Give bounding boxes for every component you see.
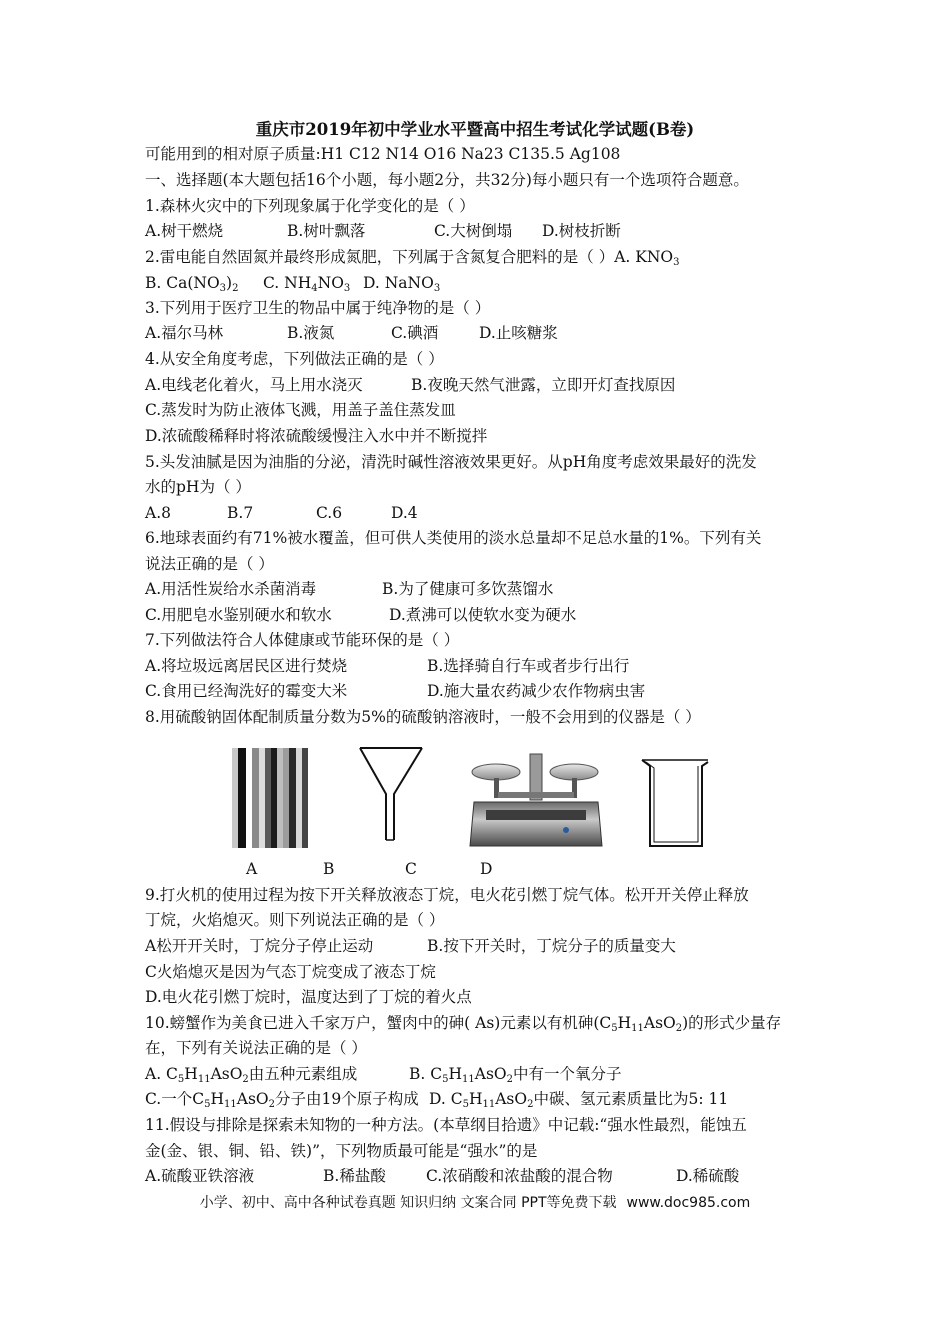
question-4-option-d: D.浓硫酸稀释时将浓硫酸缓慢注入水中并不断搅拌 xyxy=(145,427,488,445)
subscript: 2 xyxy=(242,1074,249,1085)
option-a: A.硫酸亚铁溶液 xyxy=(145,1167,255,1185)
option-text: 分子由19个原子构成 xyxy=(274,1090,419,1108)
subscript: 2 xyxy=(675,1023,683,1034)
subscript: 5 xyxy=(442,1074,449,1085)
footer xyxy=(0,1192,950,1212)
question-3-options xyxy=(145,323,815,343)
question-6-options-ab xyxy=(145,579,815,599)
funnel-image xyxy=(358,746,424,842)
option-c: C.用肥皂水鉴别硬水和软水 xyxy=(145,606,332,624)
option-text: AsO xyxy=(474,1065,507,1083)
question-4-stem: 4.从安全角度考虑，下列做法正确的是（ ） xyxy=(145,350,444,368)
question-11-stem-line1: 11.假设与排除是探索未知物的一种方法。(本草纲目拾遗》中记载:“强水性最烈，能蚀五 xyxy=(145,1116,747,1134)
subscript: 2 xyxy=(506,1074,513,1085)
question-6-stem-line2: 说法正确的是（ ） xyxy=(145,555,274,573)
question-11-options xyxy=(145,1166,815,1186)
option-d xyxy=(363,273,440,293)
subscript: 11 xyxy=(224,1099,237,1110)
question-10-stem-line2: 在，下列有关说法正确的是（ ） xyxy=(145,1039,367,1057)
footer-link[interactable]: www.doc985.com xyxy=(626,1195,751,1211)
figure-labels xyxy=(0,860,950,880)
option-text: H xyxy=(184,1065,198,1083)
option-a xyxy=(145,1064,409,1084)
subscript: 4 xyxy=(311,283,318,294)
option-b-text: B. Ca(NO xyxy=(145,274,220,292)
question-2-options xyxy=(145,273,815,293)
option-text: 中有一个氧分子 xyxy=(512,1065,622,1083)
figure-label-a: A xyxy=(246,860,258,878)
option-a: A.8 xyxy=(145,504,171,522)
option-b: B.7 xyxy=(227,504,254,522)
subscript: 3 xyxy=(219,283,227,294)
subscript: 5 xyxy=(177,1074,185,1085)
question-9-option-d: D.电火花引燃丁烷时，温度达到了丁烷的着火点 xyxy=(145,988,472,1006)
option-d-text: D. NaNO xyxy=(363,274,434,292)
option-text: A. C xyxy=(145,1065,178,1083)
section-heading: 一、选择题(本大题包括16个小题，每小题2分，共32分)每小题只有一个选项符合题意。 xyxy=(145,171,749,189)
question-9-options-ab xyxy=(145,936,815,956)
subscript: 5 xyxy=(611,1023,618,1034)
question-10-options-ab xyxy=(145,1064,815,1084)
balance-scale-image xyxy=(468,750,604,852)
beaker-image xyxy=(640,758,710,850)
subscript: 5 xyxy=(204,1099,211,1110)
stem-text: H xyxy=(617,1014,632,1032)
question-8-stem: 8.用硫酸钠固体配制质量分数为5%的硫酸钠溶液时，一般不会用到的仪器是（ ） xyxy=(145,708,701,726)
subscript: 11 xyxy=(197,1074,211,1085)
question-5-options xyxy=(145,503,815,523)
stem-text: 10.螃蟹作为美食已进入千家万户，蟹肉中的砷( As)元素以有机砷(C xyxy=(145,1014,612,1032)
option-c: C.大树倒塌 xyxy=(434,222,513,240)
question-3-stem: 3.下列用于医疗卫生的物品中属于纯净物的是（ ） xyxy=(145,299,491,317)
question-1-options xyxy=(145,221,815,241)
subscript: 5 xyxy=(462,1099,469,1110)
option-b-text-end: ) xyxy=(226,274,233,292)
question-5-stem-line1: 5.头发油腻是因为油脂的分泌，清洗时碱性溶液效果更好。从pH角度考虑效果最好的洗发 xyxy=(145,453,757,471)
question-4-option-c: C.蒸发时为防止液体飞溅，用盖子盖住蒸发皿 xyxy=(145,401,456,419)
subscript: 3 xyxy=(343,283,351,294)
option-c: C.碘酒 xyxy=(391,324,439,342)
option-c-text-mid: NO xyxy=(317,274,344,292)
option-b: B.选择骑自行车或者步行出行 xyxy=(427,657,630,675)
subscript: 3 xyxy=(673,257,680,268)
option-b: B.为了健康可多饮蒸馏水 xyxy=(382,580,554,598)
question-9-option-c: C火焰熄灭是因为气态丁烷变成了液态丁烷 xyxy=(145,963,436,981)
figure-label-c: C xyxy=(405,860,417,878)
subscript: 3 xyxy=(433,283,441,294)
apparatus-a-image xyxy=(226,748,308,848)
question-7-options-ab xyxy=(145,656,815,676)
question-2-stem xyxy=(145,247,815,267)
option-a: A.树干燃烧 xyxy=(145,222,224,240)
option-text: 由五种元素组成 xyxy=(248,1065,358,1083)
option-d: D.树枝折断 xyxy=(542,222,621,240)
question-4-options-ab xyxy=(145,375,815,395)
option-a: A.福尔马林 xyxy=(145,324,224,342)
figure-label-d: D xyxy=(480,860,493,878)
question-2-text: 2.雷电能自然固氮并最终形成氮肥，下列属于含氮复合肥料的是（ ）A. KNO xyxy=(145,248,674,266)
option-text: H xyxy=(468,1090,483,1108)
option-c: C.食用已经淘洗好的霉变大米 xyxy=(145,682,348,700)
option-a: A.电线老化着火，马上用水浇灭 xyxy=(145,376,363,394)
subscript: 2 xyxy=(527,1099,534,1110)
option-c: C.浓硝酸和浓盐酸的混合物 xyxy=(426,1167,613,1185)
option-text: H xyxy=(448,1065,463,1083)
option-d: D.4 xyxy=(391,504,418,522)
option-text: AsO xyxy=(495,1090,528,1108)
subscript: 11 xyxy=(482,1099,496,1110)
page-title: 重庆市2019年初中学业水平暨高中招生考试化学试题(B卷) xyxy=(255,120,695,139)
option-c: C.6 xyxy=(316,504,343,522)
atomic-mass-line: 可能用到的相对原子质量:H1 C12 N14 O16 Na23 C135.5 Ag108 xyxy=(145,145,621,163)
subscript: 2 xyxy=(232,283,239,294)
stem-text: )的形式少量存 xyxy=(682,1014,782,1032)
subscript: 11 xyxy=(631,1023,644,1034)
stem-text: AsO xyxy=(643,1014,676,1032)
question-9-stem-line1: 9.打火机的使用过程为按下开关释放液态丁烷，电火花引燃丁烷气体。松开开关停止释放 xyxy=(145,886,749,904)
option-c xyxy=(263,273,363,293)
option-d: D.煮沸可以使软水变为硬水 xyxy=(389,606,577,624)
option-b: B.液氮 xyxy=(287,324,335,342)
option-text: AsO xyxy=(236,1090,269,1108)
option-b: B.按下开关时，丁烷分子的质量变大 xyxy=(427,937,676,955)
question-5-stem-line2: 水的pH为（ ） xyxy=(145,478,251,496)
subscript: 2 xyxy=(268,1099,275,1110)
option-d: D.施大量农药减少农作物病虫害 xyxy=(427,682,646,700)
footer-text: 小学、初中、高中各种试卷真题 知识归纳 文案合同 PPT等免费下载 xyxy=(199,1195,617,1211)
option-d: D.稀硫酸 xyxy=(676,1167,740,1185)
question-6-stem-line1: 6.地球表面约有71%被水覆盖，但可供人类使用的淡水总量却不足总水量的1%。下列有关 xyxy=(145,529,762,547)
option-b: B.树叶飘落 xyxy=(287,222,366,240)
option-a: A.用活性炭给水杀菌消毒 xyxy=(145,580,317,598)
question-11-stem-line2: 金(金、银、铜、铅、铁)”，下列物质最可能是“强水”的是 xyxy=(145,1142,538,1160)
option-d: D.止咳糖浆 xyxy=(479,324,558,342)
figure-label-b: B xyxy=(323,860,335,878)
option-b: B.夜晚天然气泄露，立即开灯查找原因 xyxy=(411,376,676,394)
option-d xyxy=(429,1089,728,1109)
question-9-stem-line2: 丁烷，火焰熄灭。则下列说法正确的是（ ） xyxy=(145,911,445,929)
question-10-stem-line1 xyxy=(145,1013,815,1033)
option-text: D. C xyxy=(429,1090,463,1108)
option-b xyxy=(145,273,263,293)
question-6-options-cd xyxy=(145,605,815,625)
option-a: A.将垃圾远离居民区进行焚烧 xyxy=(145,657,348,675)
question-7-options-cd xyxy=(145,681,815,701)
option-text: H xyxy=(210,1090,225,1108)
subscript: 11 xyxy=(462,1074,475,1085)
option-c xyxy=(145,1089,429,1109)
option-c-text: C. NH xyxy=(263,274,312,292)
option-text: B. C xyxy=(409,1065,443,1083)
option-b xyxy=(409,1064,622,1084)
option-text: 中碳、氢元素质量比为5: 11 xyxy=(533,1090,729,1108)
question-1-stem: 1.森林火灾中的下列现象属于化学变化的是（ ） xyxy=(145,197,475,215)
option-text: AsO xyxy=(210,1065,243,1083)
option-b: B.稀盐酸 xyxy=(323,1167,386,1185)
question-10-options-cd xyxy=(145,1089,815,1109)
option-a: A松开开关时，丁烷分子停止运动 xyxy=(145,937,374,955)
option-text: C.一个C xyxy=(145,1090,205,1108)
question-7-stem: 7.下列做法符合人体健康或节能环保的是（ ） xyxy=(145,631,460,649)
